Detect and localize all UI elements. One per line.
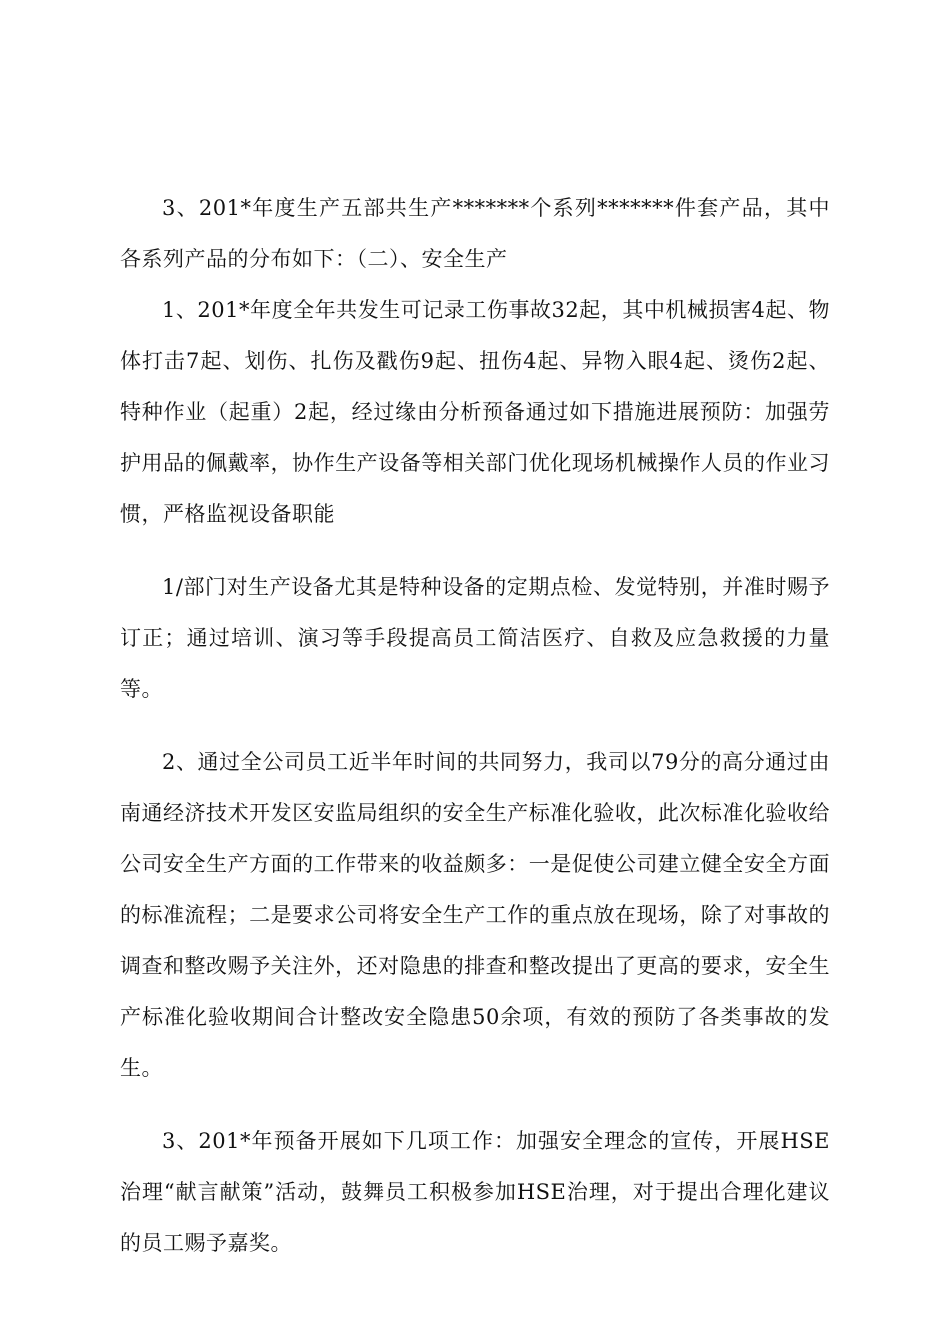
- document-body: [120, 183, 830, 1291]
- paragraph-production-summary: 3、201*年度生产五部共生产*******个系列*******件套产品，其中各系列产品的分布如下：（二）、安全生产: [120, 196, 830, 271]
- paragraph-equipment-inspection: 1/部门对生产设备尤其是特种设备的定期点检、发觉特别，并准时赐予订正；通过培训、演习等手段提高员工简洁医疗、自救及应急救援的力量等。: [120, 575, 830, 701]
- paragraph-standardization-acceptance: 2、通过全公司员工近半年时间的共同努力，我司以79分的高分通过由南通经济技术开发区安监局组织的安全生产标准化验收，此次标准化验收给公司安全生产方面的工作带来的收益颇多：一是促使公司建立健全安全方面的标准流程；二是要求公司将安全生产工作的重点放在现场，除了对事故的调查和整改赐予关注外，还对隐患的排查和整改提出了更高的要求，安全生产标准化验收期间合计整改安全隐患50余项，有效的预防了各类事故的发生。: [120, 750, 830, 1080]
- paragraph-work-plan: 3、201*年预备开展如下几项工作：加强安全理念的宣传，开展HSE治理“献言献策”活动，鼓舞员工积极参加HSE治理，对于提出合理化建议的员工赐予嘉奖。: [120, 1129, 830, 1255]
- paragraph-injury-accidents: 1、201*年度全年共发生可记录工伤事故32起，其中机械损害4起、物体打击7起、划伤、扎伤及戳伤9起、扭伤4起、异物入眼4起、烫伤2起、特种作业（起重）2起，经过缘由分析预备通过如下措施进展预防：加强劳护用品的佩戴率，协作生产设备等相关部门优化现场机械操作人员的作业习惯，严格监视设备职能: [120, 298, 830, 526]
